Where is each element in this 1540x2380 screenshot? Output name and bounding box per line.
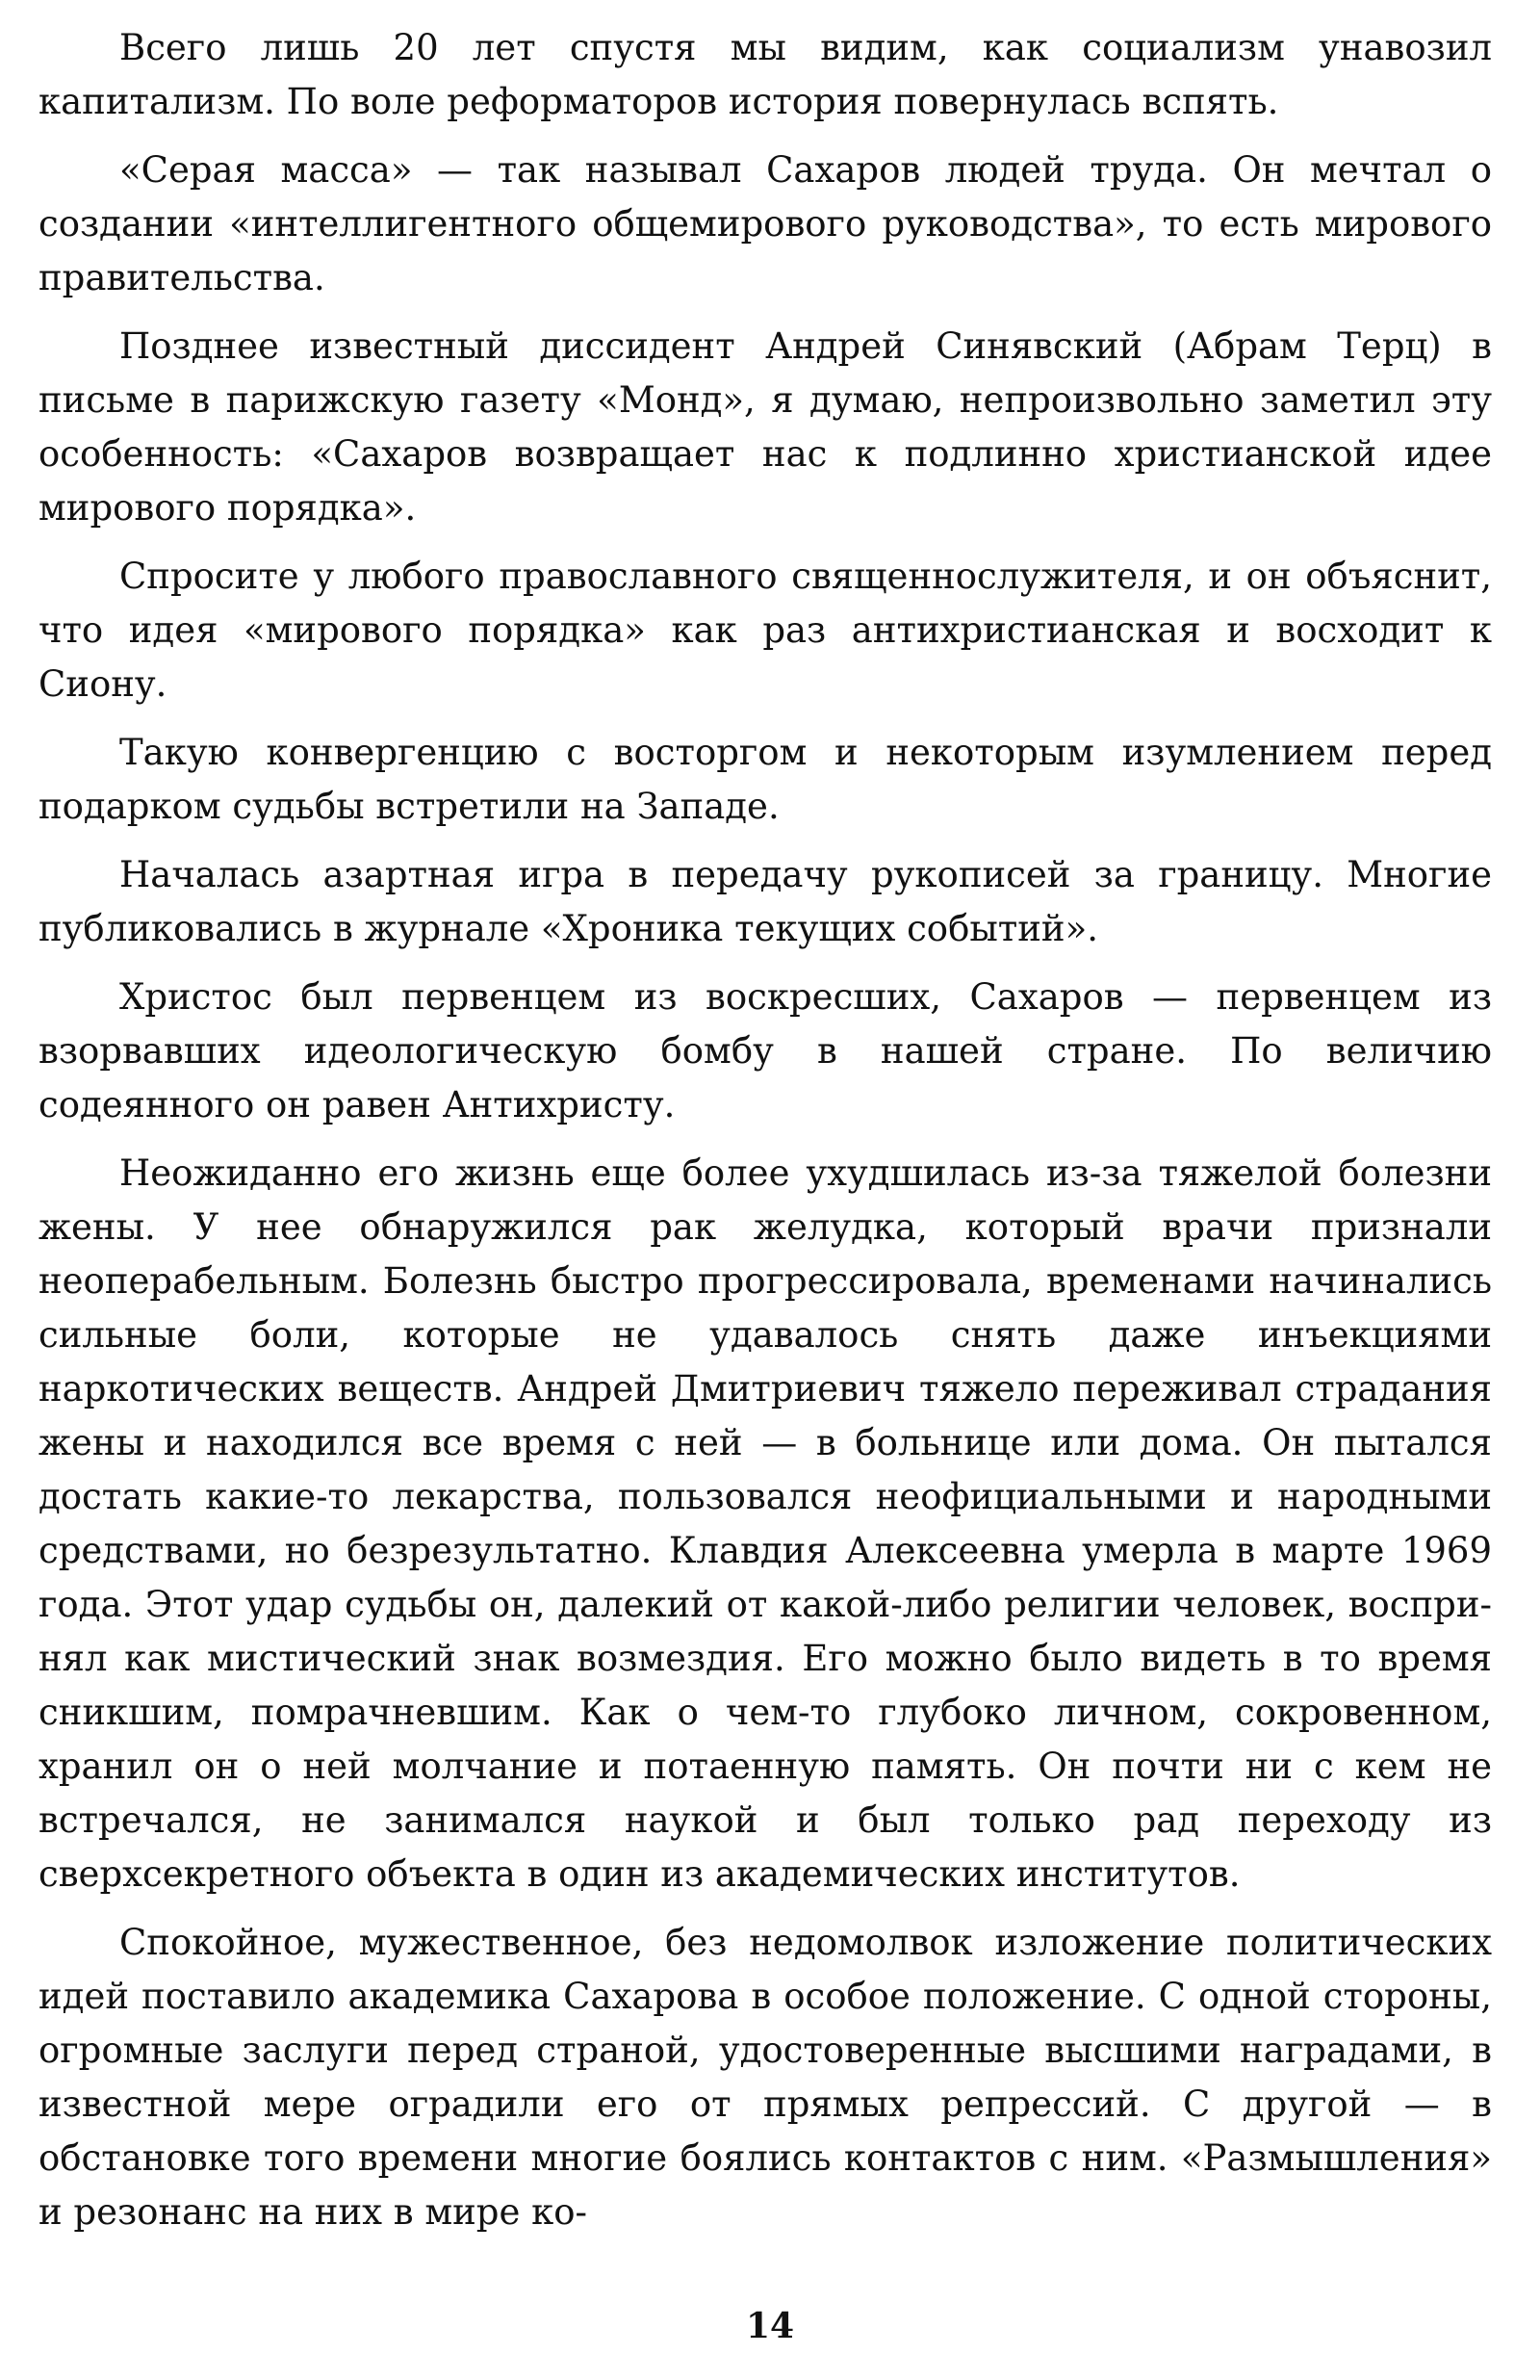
paragraph: Такую конвергенцию с восторгом и некоторым изумлением перед подарком судьбы встретили на Западе. <box>38 732 1492 827</box>
paragraph: Неожиданно его жизнь еще более ухудшилась из-за тяжелой болезни жены. У нее обнаружился рак желудка, который врачи признали неоперабельным. Болезнь быстро прогрессировала, временами начинались сильные боли, которые не удавалось снять даже инъекциями наркотических веществ. Андрей Дмитриевич тяжело переживал страдания жены и находился все время с ней — в больнице или дома. Он пытался достать какие-то лекарства, пользовался неофициальными и народными средствами, но безрезультатно. Клавдия Алексеевна умерла в марте 1969 года. Этот удар судьбы он, далекий от какой-либо религии человек, воспринял как мистический знак возмездия. Его можно было видеть в то время сникшим, помрачневшим. Как о чем-то глубоко личном, сокровенном, хранил он о ней молчание и потаенную память. Он почти ни с кем не встречался, не занимался наукой и был только рад переходу из сверхсекретного объекта в один из академических институтов. <box>38 1152 1492 1895</box>
page-number: 14 <box>745 2306 795 2346</box>
paragraph: Всего лишь 20 лет спустя мы видим, как социализм унавозил капитализм. По воле реформаторов история повернулась вспять. <box>38 27 1492 122</box>
paragraph: Началась азартная игра в передачу рукописей за границу. Многие публиковались в журнале «Хроника текущих событий». <box>38 854 1492 949</box>
paragraph: Позднее известный диссидент Андрей Синявский (Абрам Терц) в письме в парижскую газету «Монд», я думаю, непроизвольно заметил эту особенность: «Сахаров возвращает нас к подлинно христианской идее мирового порядка». <box>38 325 1492 529</box>
paragraph: Спросите у любого православного священнослужителя, и он объяснит, что идея «мирового порядка» как раз антихристианская и восходит к Сиону. <box>38 556 1492 705</box>
page-body <box>38 21 1492 2254</box>
paragraph: «Серая масса» — так называл Сахаров людей труда. Он мечтал о создании «интеллигентного общемирового руководства», то есть мирового правительства. <box>38 149 1492 298</box>
paragraph: Христос был первенцем из воскресших, Сахаров — первенцем из взорвавших идеологическую бомбу в нашей стране. По величию содеянного он равен Антихристу. <box>38 976 1492 1125</box>
paragraph: Спокойное, мужественное, без недомолвок изложение политических идей поставило академика Сахарова в особое положение. С одной стороны, огромные заслуги перед страной, удостоверенные высшими наградами, в известной мере оградили его от прямых репрессий. С другой — в обстановке того времени многие боялись контактов с ним. «Размышления» и резонанс на них в мире ко- <box>38 1922 1492 2233</box>
